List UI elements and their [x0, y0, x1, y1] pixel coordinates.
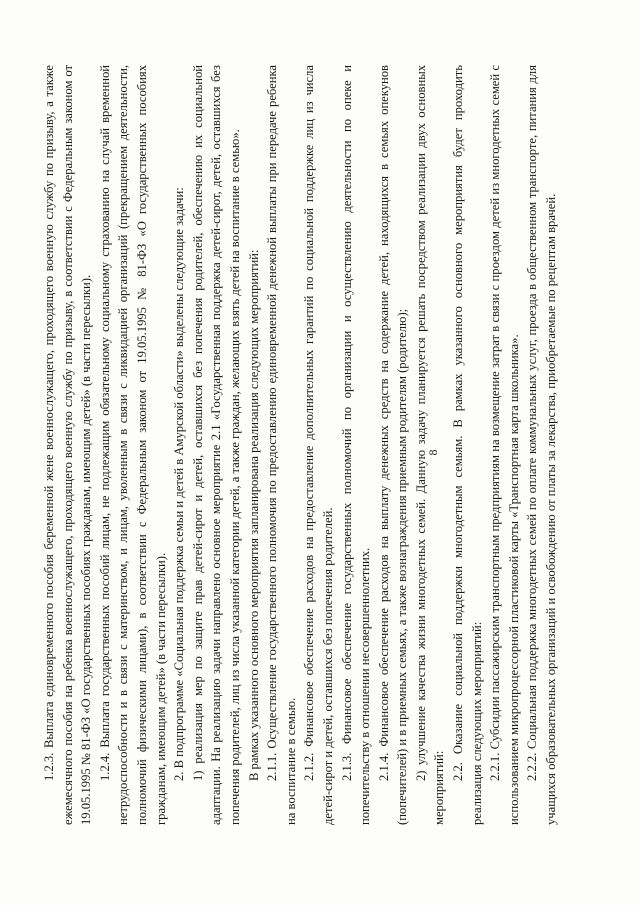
paragraph-task-2: 2) улучшение качества жизни многодетных семей. Данную задачу планируется решать посредством реализации двух основных мероприятий: [413, 65, 447, 825]
paragraph-2-1-4: 2.1.4. Финансовое обеспечение расходов на выплату денежных средств на содержание детей, находящихся в семьях опекунов (попечителей) и в приемных семьях, а также вознаграждения приемным родителям (родителю); [376, 65, 410, 825]
paragraph-1-2-4: 1.2.4. Выплата государственных пособий лицам, не подлежащим обязательному социальному страхованию на случай временной нетрудоспособности и в связи с материнством, и лицам, уволенным в связи с ликвидацией организаций (прекращением деятельности, полномочий физическими лицами), в соответствии с Федеральным законом от 19.05.1995 № 81-ФЗ «О государственных пособиях гражданам, имеющим детей» (в части пересылки). [97, 65, 168, 825]
paragraph-2-2: 2.2. Оказание социальной поддержки многодетным семьям. В рамках указанного основного мероприятия будет проходить реализация следующих мероприятий: [451, 65, 484, 825]
paragraph-task-1: 1) реализация мер по защите прав детей-сирот и детей, оставшихся без попечения родителей, обеспечению их социальной адаптации. На реализацию задачи направлено основное мероприятие 2.1 «Государственная поддержка детей-сирот, детей, оставшихся без попечения родителей, лиц из числа указанной категории детей, а также граждан, желающих взять детей на воспитание в семью». [190, 65, 242, 825]
paragraph-2-subprogram: 2. В подпрограмме «Социальная поддержка семьи и детей в Амурской области» выделены следующие задачи: [172, 187, 187, 781]
paragraph-2-1-2: 2.1.2. Финансовое обеспечение расходов на предоставление дополнительных гарантий по социальной поддержке лиц из числа детей-сирот и детей, оставшихся без попечения родителей. [302, 65, 335, 825]
paragraph-1-2-3: 1.2.3. Выплата единовременного пособия беременной жене военнослужащего, проходящего военную службу по призыву, а также ежемесячного пособия на ребенка военнослужащего, проходящего военную службу по призыву, в соответствии с Федеральным законом от 19.05.1995 № 81-ФЗ «О государственных пособиях гражданам, имеющим детей» (в части пересылки). [42, 65, 94, 825]
paragraph-2-2-2: 2.2.2. Социальная поддержка многодетных семей по оплате коммунальных услуг, проезда в общественном транспорте, питания для учащихся образовательных организаций и освобождению от платы за лекарства, приобретаемые по рецептам врачей. [525, 65, 559, 825]
paragraph-measures-intro: В рамках указанного основного мероприятия запланирована реализация следующих мероприятий: [246, 249, 261, 781]
paragraph-2-2-1: 2.2.1. Субсидии пассажирским транспортным предприятиям на возмещение затрат в связи с проездом детей из многодетных семей с использованием микропроцессорной пластиковой карты «Транспортная карта школьника». [488, 65, 521, 825]
document-body [40, 65, 561, 825]
paragraph-2-1-3: 2.1.3. Финансовое обеспечение государственных полномочий по организации и осуществлению деятельности по опеке и попечительству в отношении несовершеннолетних. [339, 65, 373, 825]
page-number: 8 [426, 449, 440, 456]
paragraph-2-1-1: 2.1.1. Осуществление государственного полномочия по предоставлению единовременной денежной выплаты при передаче ребенка на воспитание в семью. [265, 65, 298, 825]
